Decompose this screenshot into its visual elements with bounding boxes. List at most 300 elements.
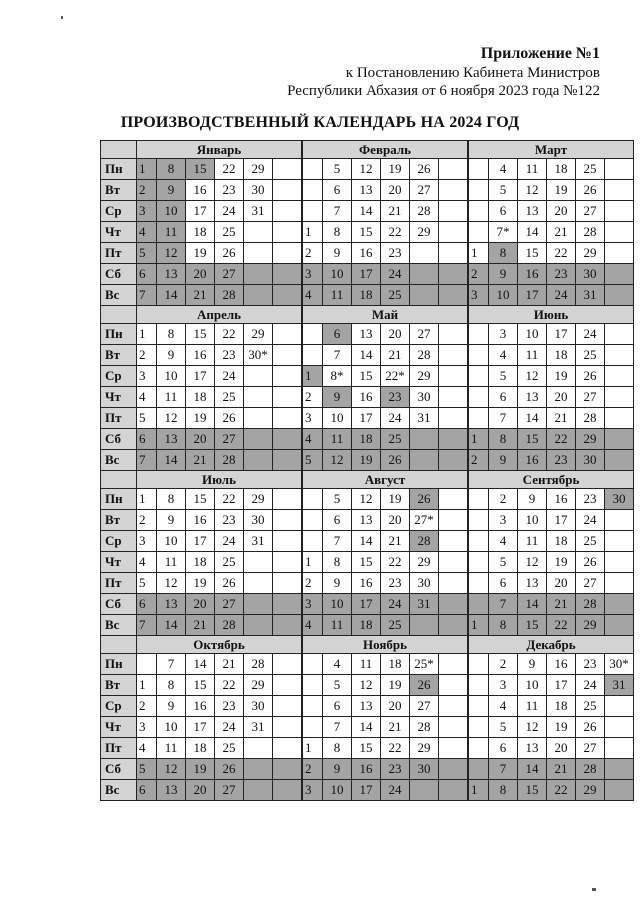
date-cell: 10: [518, 324, 547, 345]
month-name: Февраль: [302, 141, 468, 159]
date-cell: 24: [215, 366, 244, 387]
month-name: Март: [468, 141, 634, 159]
date-cell: 20: [381, 696, 410, 717]
date-cell: 2: [489, 489, 518, 510]
date-cell: [244, 387, 273, 408]
date-cell: 7: [137, 615, 157, 636]
date-cell: 21: [381, 345, 410, 366]
date-cell: 4: [302, 615, 323, 636]
date-cell: 20: [186, 429, 215, 450]
date-cell: 27: [215, 429, 244, 450]
date-cell: 14: [186, 654, 215, 675]
date-cell: [244, 264, 273, 285]
date-cell: 11: [518, 531, 547, 552]
week-day-row: [101, 387, 634, 408]
date-cell: [439, 345, 469, 366]
date-cell: [302, 201, 323, 222]
date-cell: 6: [323, 180, 352, 201]
date-cell: 26: [576, 366, 605, 387]
date-cell: [273, 675, 303, 696]
date-cell: 15: [186, 159, 215, 180]
date-cell: [605, 345, 634, 366]
date-cell: 26: [410, 159, 439, 180]
date-cell: [468, 594, 489, 615]
date-cell: 22: [381, 738, 410, 759]
date-cell: 13: [157, 594, 186, 615]
date-cell: 6: [137, 780, 157, 801]
date-cell: [605, 615, 634, 636]
date-cell: 25: [215, 387, 244, 408]
week-day-row: [101, 780, 634, 801]
date-cell: [244, 408, 273, 429]
date-cell: 29: [576, 243, 605, 264]
date-cell: 20: [547, 387, 576, 408]
date-cell: [439, 510, 469, 531]
date-cell: [439, 429, 469, 450]
week-day-row: [101, 180, 634, 201]
date-cell: [302, 510, 323, 531]
date-cell: 16: [352, 243, 381, 264]
date-cell: [605, 180, 634, 201]
date-cell: 15: [518, 615, 547, 636]
date-cell: 11: [323, 429, 352, 450]
date-cell: 4: [489, 159, 518, 180]
date-cell: 3: [302, 264, 323, 285]
corner-cell: [101, 306, 137, 324]
date-cell: [273, 489, 303, 510]
date-cell: [468, 717, 489, 738]
date-cell: 11: [157, 552, 186, 573]
date-cell: 30: [605, 489, 634, 510]
date-cell: 18: [547, 159, 576, 180]
week-day-row: [101, 675, 634, 696]
date-cell: 22: [381, 222, 410, 243]
date-cell: 11: [518, 345, 547, 366]
date-cell: 10: [157, 201, 186, 222]
date-cell: 23: [381, 573, 410, 594]
date-cell: 24: [576, 675, 605, 696]
date-cell: 15: [352, 222, 381, 243]
date-cell: 12: [323, 450, 352, 471]
date-cell: 21: [381, 717, 410, 738]
date-cell: 1: [468, 615, 489, 636]
date-cell: [410, 780, 439, 801]
month-name: Октябрь: [137, 636, 303, 654]
date-cell: 26: [215, 408, 244, 429]
date-cell: [439, 573, 469, 594]
day-name: Сб: [101, 759, 137, 780]
date-cell: [605, 552, 634, 573]
date-cell: 17: [352, 408, 381, 429]
date-cell: 30: [244, 696, 273, 717]
date-cell: [244, 366, 273, 387]
date-cell: [439, 780, 469, 801]
date-cell: [605, 696, 634, 717]
date-cell: 5: [489, 717, 518, 738]
date-cell: [605, 573, 634, 594]
date-cell: 29: [410, 738, 439, 759]
date-cell: 4: [489, 531, 518, 552]
date-cell: [605, 324, 634, 345]
date-cell: 8: [157, 159, 186, 180]
date-cell: 9: [323, 573, 352, 594]
date-cell: [302, 345, 323, 366]
date-cell: 19: [547, 366, 576, 387]
date-cell: 12: [518, 717, 547, 738]
date-cell: [302, 696, 323, 717]
date-cell: 9: [489, 264, 518, 285]
date-cell: 28: [215, 285, 244, 306]
date-cell: 28: [576, 408, 605, 429]
date-cell: 19: [547, 552, 576, 573]
date-cell: 4: [302, 285, 323, 306]
day-name: Чт: [101, 387, 137, 408]
day-name: Ср: [101, 531, 137, 552]
date-cell: 25: [215, 222, 244, 243]
date-cell: 3: [137, 531, 157, 552]
date-cell: 3: [468, 285, 489, 306]
date-cell: 1: [137, 675, 157, 696]
date-cell: 1: [302, 222, 323, 243]
appendix-number: Приложение №1: [480, 45, 600, 62]
date-cell: 30: [244, 180, 273, 201]
date-cell: 28: [410, 345, 439, 366]
date-cell: 12: [157, 573, 186, 594]
date-cell: 11: [157, 222, 186, 243]
date-cell: 21: [547, 222, 576, 243]
date-cell: 9: [518, 489, 547, 510]
date-cell: 21: [381, 201, 410, 222]
date-cell: 23: [215, 696, 244, 717]
date-cell: 25: [576, 159, 605, 180]
date-cell: 5: [137, 243, 157, 264]
date-cell: [273, 696, 303, 717]
day-name: Пт: [101, 573, 137, 594]
date-cell: 11: [157, 387, 186, 408]
week-day-row: [101, 759, 634, 780]
date-cell: 10: [489, 285, 518, 306]
date-cell: [410, 285, 439, 306]
date-cell: [468, 366, 489, 387]
date-cell: 9: [323, 759, 352, 780]
date-cell: [273, 264, 303, 285]
date-cell: 6: [323, 696, 352, 717]
date-cell: 11: [323, 615, 352, 636]
day-name: Пн: [101, 324, 137, 345]
date-cell: [244, 738, 273, 759]
date-cell: 7: [137, 285, 157, 306]
day-name: Сб: [101, 594, 137, 615]
date-cell: [439, 366, 469, 387]
date-cell: [439, 450, 469, 471]
date-cell: 12: [157, 243, 186, 264]
date-cell: [439, 738, 469, 759]
date-cell: [439, 531, 469, 552]
date-cell: 10: [323, 408, 352, 429]
date-cell: 29: [576, 429, 605, 450]
date-cell: [244, 429, 273, 450]
date-cell: 25: [576, 345, 605, 366]
date-cell: [468, 201, 489, 222]
date-cell: 16: [518, 264, 547, 285]
date-cell: [273, 552, 303, 573]
date-cell: [273, 780, 303, 801]
date-cell: 28: [410, 201, 439, 222]
date-cell: 19: [352, 450, 381, 471]
date-cell: [605, 717, 634, 738]
date-cell: 6: [323, 324, 352, 345]
date-cell: 18: [547, 696, 576, 717]
date-cell: 10: [157, 366, 186, 387]
day-name: Вт: [101, 180, 137, 201]
date-cell: [439, 324, 469, 345]
date-cell: 14: [352, 717, 381, 738]
date-cell: 9: [157, 696, 186, 717]
date-cell: [273, 201, 303, 222]
month-header-row: [101, 306, 634, 324]
day-name: Пн: [101, 654, 137, 675]
date-cell: 12: [157, 759, 186, 780]
date-cell: 22*: [381, 366, 410, 387]
date-cell: 29: [244, 489, 273, 510]
date-cell: 25: [381, 615, 410, 636]
date-cell: 11: [323, 285, 352, 306]
day-name: Вс: [101, 780, 137, 801]
date-cell: 30: [410, 573, 439, 594]
date-cell: 6: [489, 738, 518, 759]
date-cell: [244, 615, 273, 636]
date-cell: 22: [547, 243, 576, 264]
date-cell: 6: [489, 573, 518, 594]
date-cell: [605, 264, 634, 285]
date-cell: 1: [302, 738, 323, 759]
date-cell: 29: [410, 222, 439, 243]
date-cell: 25: [576, 531, 605, 552]
date-cell: 13: [352, 180, 381, 201]
date-cell: 5: [302, 450, 323, 471]
day-name: Сб: [101, 429, 137, 450]
date-cell: 2: [468, 450, 489, 471]
date-cell: 17: [352, 780, 381, 801]
date-cell: 8: [323, 552, 352, 573]
date-cell: 2: [468, 264, 489, 285]
date-cell: [273, 717, 303, 738]
week-day-row: [101, 489, 634, 510]
date-cell: [273, 387, 303, 408]
date-cell: 6: [137, 429, 157, 450]
date-cell: 26: [410, 675, 439, 696]
date-cell: 5: [323, 159, 352, 180]
date-cell: [605, 594, 634, 615]
date-cell: 10: [157, 717, 186, 738]
date-cell: [244, 285, 273, 306]
date-cell: [244, 222, 273, 243]
date-cell: 29: [244, 675, 273, 696]
date-cell: 26: [576, 717, 605, 738]
date-cell: [439, 696, 469, 717]
scan-speck: [592, 888, 596, 891]
date-cell: 16: [186, 345, 215, 366]
week-day-row: [101, 717, 634, 738]
date-cell: 14: [157, 615, 186, 636]
date-cell: 11: [518, 696, 547, 717]
date-cell: 23: [576, 654, 605, 675]
date-cell: [439, 489, 469, 510]
date-cell: [244, 243, 273, 264]
date-cell: 23: [215, 510, 244, 531]
day-name: Вт: [101, 510, 137, 531]
date-cell: 29: [576, 615, 605, 636]
day-name: Пт: [101, 408, 137, 429]
date-cell: 3: [302, 594, 323, 615]
date-cell: [439, 159, 469, 180]
week-day-row: [101, 345, 634, 366]
date-cell: 31: [605, 675, 634, 696]
date-cell: [605, 759, 634, 780]
month-name: Июль: [137, 471, 303, 489]
date-cell: 12: [157, 408, 186, 429]
date-cell: 4: [137, 387, 157, 408]
date-cell: 18: [186, 387, 215, 408]
date-cell: 8: [489, 615, 518, 636]
production-calendar-table: [100, 140, 634, 801]
date-cell: 17: [186, 366, 215, 387]
date-cell: 2: [137, 696, 157, 717]
date-cell: 7: [489, 408, 518, 429]
date-cell: [273, 366, 303, 387]
date-cell: 9: [157, 345, 186, 366]
month-name: Сентябрь: [468, 471, 634, 489]
date-cell: 30: [576, 450, 605, 471]
page-title: ПРОИЗВОДСТВЕННЫЙ КАЛЕНДАРЬ НА 2024 ГОД: [120, 114, 520, 131]
date-cell: 1: [137, 159, 157, 180]
date-cell: 9: [157, 180, 186, 201]
day-name: Чт: [101, 717, 137, 738]
date-cell: 27: [576, 387, 605, 408]
date-cell: 30*: [605, 654, 634, 675]
date-cell: [302, 159, 323, 180]
date-cell: 19: [186, 759, 215, 780]
date-cell: 18: [352, 429, 381, 450]
date-cell: 4: [323, 654, 352, 675]
week-day-row: [101, 696, 634, 717]
date-cell: [410, 429, 439, 450]
date-cell: 30: [576, 264, 605, 285]
date-cell: 18: [381, 654, 410, 675]
date-cell: 14: [518, 408, 547, 429]
date-cell: 13: [352, 696, 381, 717]
date-cell: 7: [323, 201, 352, 222]
date-cell: 24: [215, 201, 244, 222]
date-cell: [605, 243, 634, 264]
date-cell: 21: [186, 450, 215, 471]
date-cell: [302, 654, 323, 675]
corner-cell: [101, 636, 137, 654]
date-cell: 1: [137, 324, 157, 345]
date-cell: 18: [186, 738, 215, 759]
day-name: Вс: [101, 450, 137, 471]
date-cell: 4: [489, 696, 518, 717]
date-cell: 6: [323, 510, 352, 531]
date-cell: [439, 594, 469, 615]
date-cell: 8: [489, 780, 518, 801]
date-cell: [468, 324, 489, 345]
date-cell: 22: [381, 552, 410, 573]
date-cell: 24: [381, 594, 410, 615]
date-cell: 6: [137, 594, 157, 615]
date-cell: [244, 780, 273, 801]
date-cell: 25: [381, 429, 410, 450]
date-cell: 19: [381, 159, 410, 180]
date-cell: 9: [489, 450, 518, 471]
month-name: Апрель: [137, 306, 303, 324]
date-cell: 16: [186, 696, 215, 717]
date-cell: [605, 366, 634, 387]
corner-cell: [101, 141, 137, 159]
date-cell: 21: [547, 594, 576, 615]
date-cell: 18: [547, 531, 576, 552]
date-cell: [273, 573, 303, 594]
date-cell: [410, 450, 439, 471]
date-cell: 28: [244, 654, 273, 675]
date-cell: 24: [215, 531, 244, 552]
date-cell: 27: [576, 738, 605, 759]
month-header-row: [101, 471, 634, 489]
week-day-row: [101, 324, 634, 345]
date-cell: 17: [352, 594, 381, 615]
scan-speck: [61, 16, 63, 19]
date-cell: 1: [137, 489, 157, 510]
date-cell: 10: [323, 264, 352, 285]
week-day-row: [101, 285, 634, 306]
date-cell: 6: [489, 387, 518, 408]
date-cell: 9: [157, 510, 186, 531]
date-cell: 29: [410, 552, 439, 573]
date-cell: 2: [302, 387, 323, 408]
date-cell: [273, 759, 303, 780]
date-cell: 2: [137, 345, 157, 366]
date-cell: 15: [186, 489, 215, 510]
date-cell: 13: [518, 387, 547, 408]
date-cell: 30: [410, 387, 439, 408]
date-cell: 9: [518, 654, 547, 675]
date-cell: 3: [137, 366, 157, 387]
date-cell: [410, 264, 439, 285]
date-cell: 27*: [410, 510, 439, 531]
date-cell: 4: [137, 222, 157, 243]
date-cell: 17: [186, 201, 215, 222]
date-cell: 14: [518, 594, 547, 615]
date-cell: [605, 450, 634, 471]
date-cell: [273, 243, 303, 264]
date-cell: 17: [352, 264, 381, 285]
month-name: Январь: [137, 141, 303, 159]
date-cell: 12: [518, 180, 547, 201]
date-cell: 5: [323, 675, 352, 696]
date-cell: 14: [352, 345, 381, 366]
decree-reference: к Постановлению Кабинета Министров: [345, 65, 600, 81]
month-name: Декабрь: [468, 636, 634, 654]
date-cell: 10: [323, 780, 352, 801]
day-name: Вт: [101, 675, 137, 696]
date-cell: 22: [215, 675, 244, 696]
date-cell: 27: [576, 201, 605, 222]
date-cell: 7: [157, 654, 186, 675]
date-cell: 21: [186, 285, 215, 306]
date-cell: 13: [518, 738, 547, 759]
date-cell: 1: [302, 552, 323, 573]
week-day-row: [101, 531, 634, 552]
